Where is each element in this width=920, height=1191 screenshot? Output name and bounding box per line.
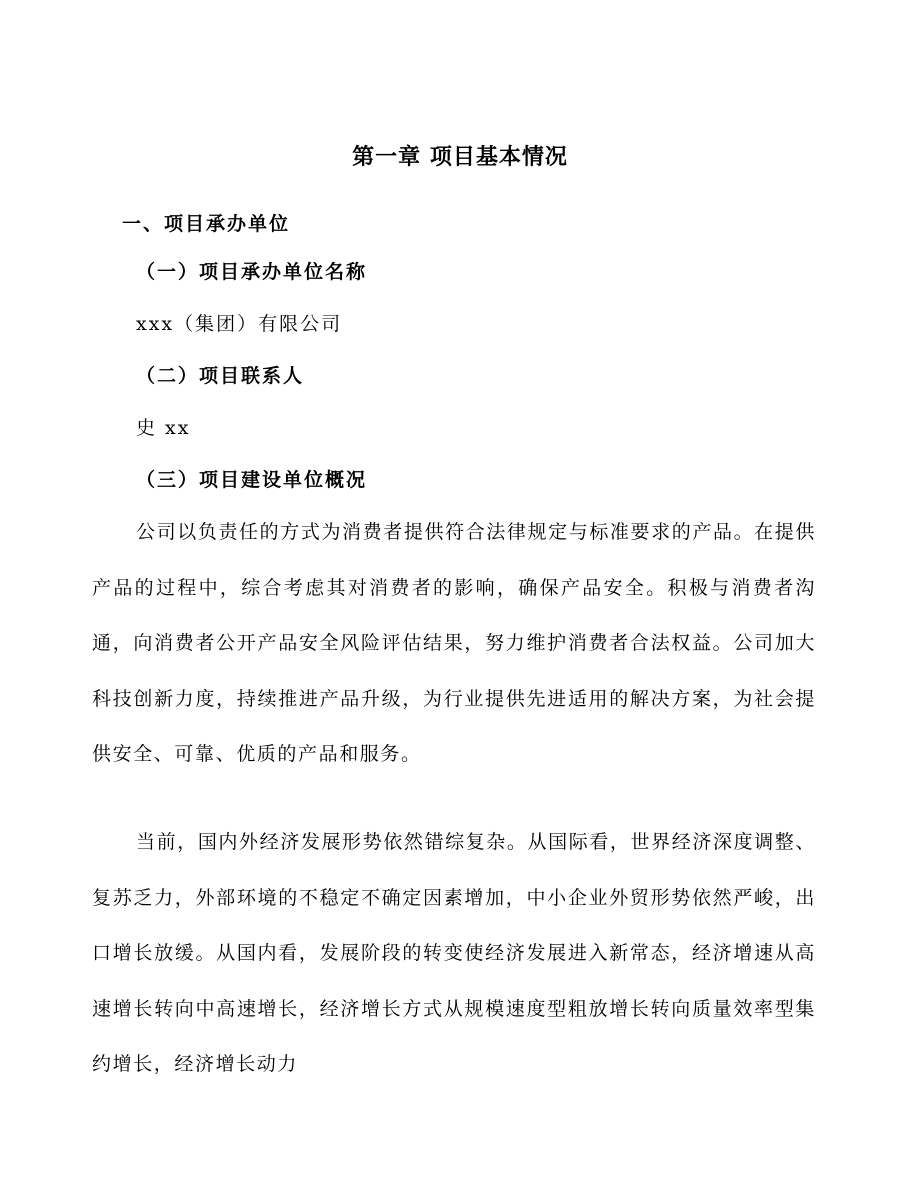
paragraph-company-overview: 公司以负责任的方式为消费者提供符合法律规定与标准要求的产品。在提供产品的过程中，综合考虑其对消费者的影响，确保产品安全。积极与消费者沟通，向消费者公开产品安全风险评估结果，努力维护消费者合法权益。公司加大科技创新力度，持续推进产品升级，为行业提供先进适用的解决方案，为社会提供安全、可靠、优质的产品和服务。 <box>92 521 816 765</box>
sub-heading-construction-unit-overview: （三）项目建设单位概况 <box>136 469 368 491</box>
sub-heading-undertaker-name: （一）项目承办单位名称 <box>136 261 368 283</box>
paragraph-economic-situation: 当前，国内外经济发展形势依然错综复杂。从国际看，世界经济深度调整、复苏乏力，外部环境的不稳定不确定因素增加，中小企业外贸形势依然严峻，出口增长放缓。从国内看，发展阶段的转变使经济发展进入新常态，经济增速从高速增长转向中高速增长，经济增长方式从规模速度型粗放增长转向质量效率型集约增长，经济增长动力 <box>92 831 816 1075</box>
section-heading-project-undertaker: 一、项目承办单位 <box>122 213 291 235</box>
undertaker-name-value: xxx（集团）有限公司 <box>136 313 343 335</box>
contact-person-value: 史 xx <box>136 417 191 439</box>
chapter-title: 第一章 项目基本情况 <box>352 145 568 170</box>
sub-heading-contact-person: （二）项目联系人 <box>136 365 305 387</box>
